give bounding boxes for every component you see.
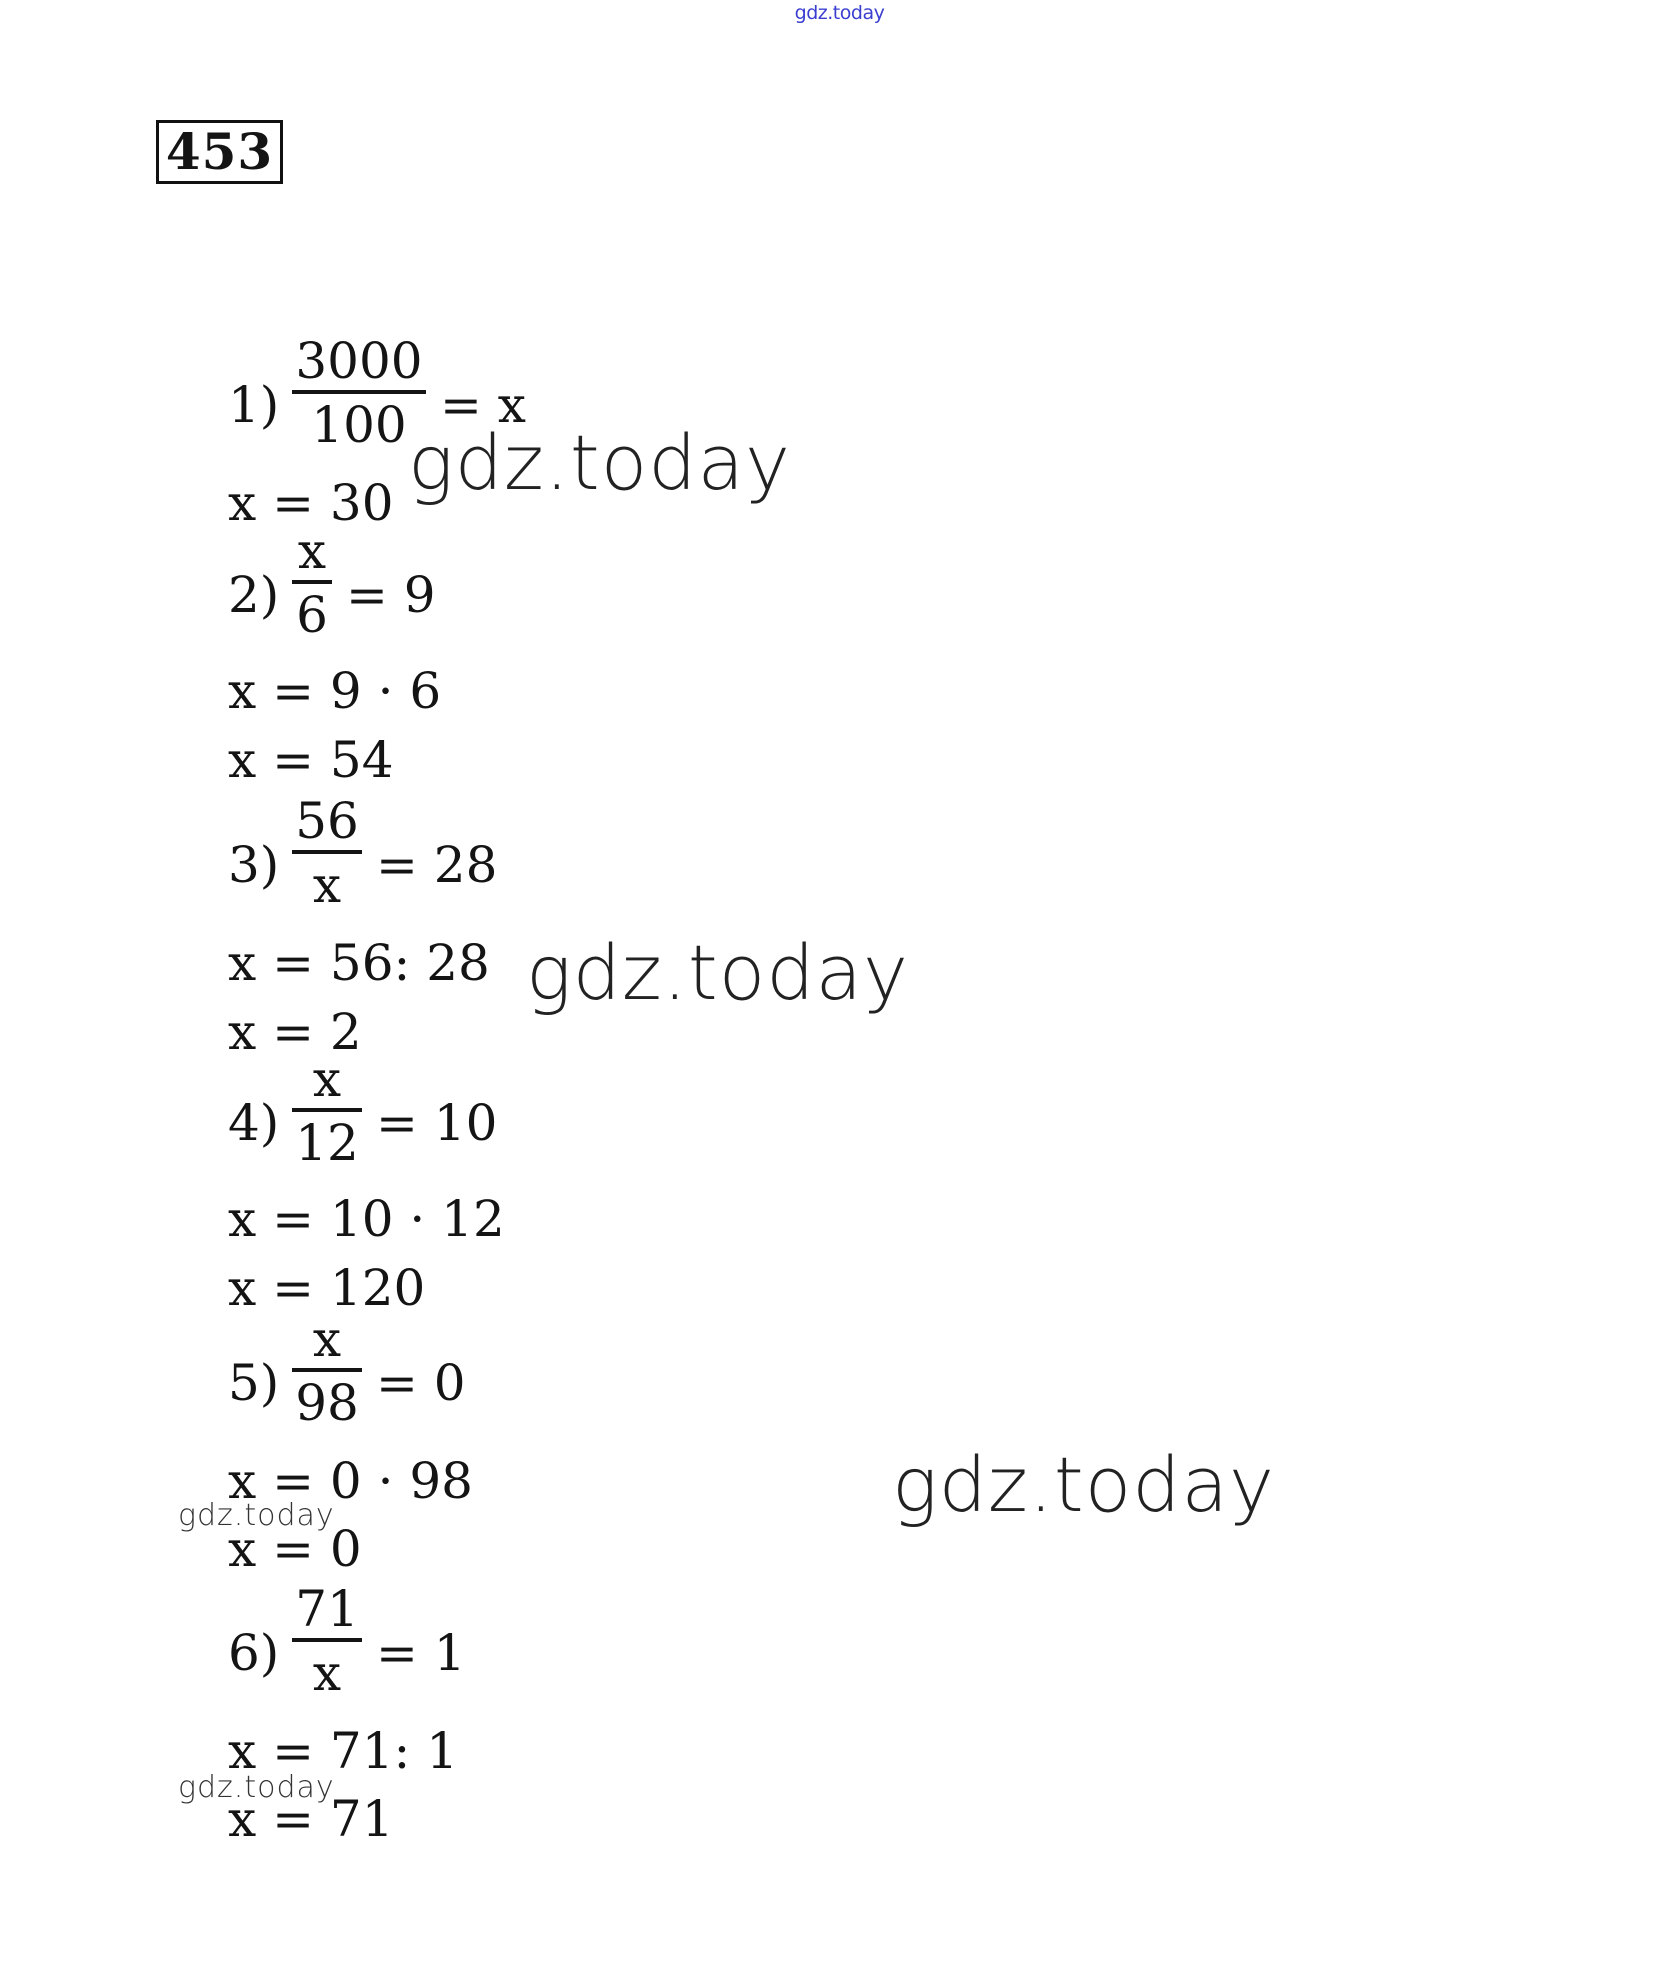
fraction: [292, 522, 332, 644]
numerator: 71: [295, 1580, 359, 1638]
equation-rhs: = 9: [346, 566, 436, 624]
item-label: 3): [228, 836, 280, 894]
fraction: [292, 792, 362, 914]
fraction-bar: [292, 390, 426, 394]
solution-step: x = 71: 1: [228, 1722, 459, 1780]
fraction: [292, 1310, 362, 1432]
numerator: 56: [295, 792, 359, 850]
solution-step: x = 56: 28: [228, 934, 490, 992]
fraction-bar: [292, 1108, 362, 1112]
item-label: 5): [228, 1354, 280, 1412]
denominator: 6: [296, 586, 328, 644]
top-watermark: gdz.today: [794, 2, 885, 24]
watermark: gdz.today: [178, 1498, 335, 1533]
solution-step: x = 9 · 6: [228, 662, 442, 720]
fraction-bar: [292, 580, 332, 584]
solution-step: x = 10 · 12: [228, 1190, 505, 1248]
numerator: x: [312, 1310, 342, 1368]
solution-step: x = 0: [228, 1520, 362, 1578]
watermark: gdz.today: [178, 1770, 335, 1805]
equation-rhs: = 28: [376, 836, 498, 894]
item-label: 6): [228, 1624, 280, 1682]
equation-rhs: = 10: [376, 1094, 498, 1152]
fraction: [292, 1580, 362, 1702]
denominator: 100: [311, 396, 407, 454]
denominator: x: [312, 856, 342, 914]
equation-rhs: = 1: [376, 1624, 466, 1682]
watermark: gdz.today: [526, 928, 909, 1017]
solution-step: x = 120: [228, 1259, 426, 1317]
denominator: 98: [295, 1374, 359, 1432]
item-label: 4): [228, 1094, 280, 1152]
problem-number: 453: [156, 120, 283, 184]
denominator: 12: [295, 1114, 359, 1172]
solution-step: x = 30: [228, 474, 394, 532]
solution-step: x = 0 · 98: [228, 1452, 473, 1510]
fraction: [292, 332, 426, 454]
equation-rhs: = 0: [376, 1354, 466, 1412]
fraction-bar: [292, 1638, 362, 1642]
solution-step: x = 71: [228, 1790, 394, 1848]
equation-rhs: = x: [440, 376, 526, 434]
solution-step: x = 2: [228, 1003, 362, 1061]
numerator: 3000: [295, 332, 423, 390]
denominator: x: [312, 1644, 342, 1702]
fraction-bar: [292, 850, 362, 854]
fraction: [292, 1050, 362, 1172]
numerator: x: [312, 1050, 342, 1108]
item-label: 1): [228, 376, 280, 434]
watermark: gdz.today: [892, 1440, 1275, 1529]
item-label: 2): [228, 566, 280, 624]
numerator: x: [297, 522, 327, 580]
fraction-bar: [292, 1368, 362, 1372]
solution-step: x = 54: [228, 731, 394, 789]
watermark: gdz.today: [408, 418, 791, 507]
